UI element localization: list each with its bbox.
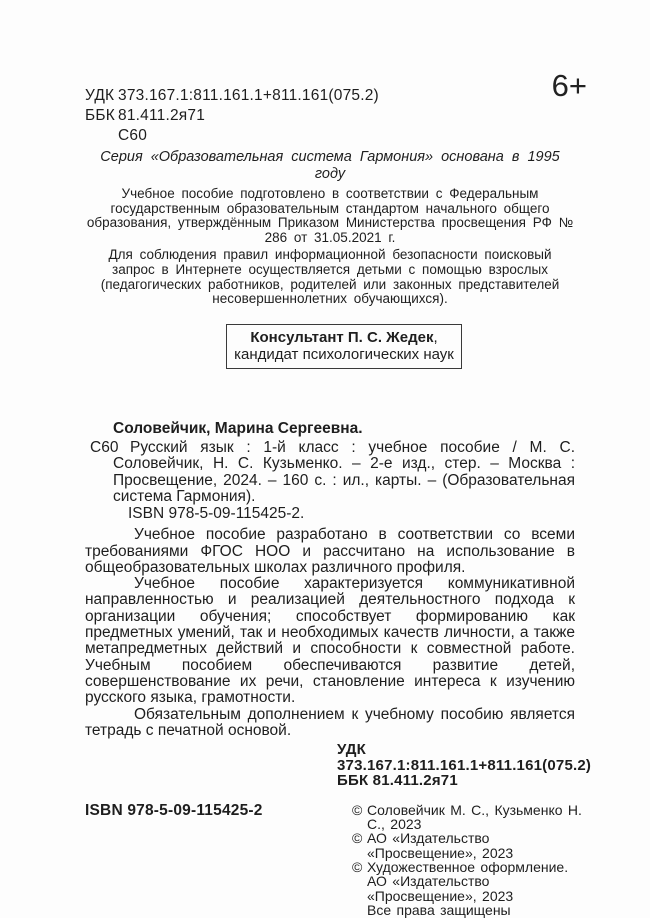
catalog-description: Русский язык : 1-й класс : учебное пособие / М. С. Соловейчик, Н. С. Кузьменко. – 2-е изд., стер. – Москва : Просвещение, 2024. – 160 с. : ил., карты. – (Образовательная система Гармония). [113, 438, 575, 506]
copyright-text: Все права защищены [367, 901, 511, 918]
copyright-list [352, 803, 588, 917]
catalog-entry [90, 438, 575, 523]
catalog-isbn: ISBN 978-5-09-115425-2. [128, 504, 305, 522]
copyright-symbol: © [352, 830, 363, 847]
consultant-name: Консультант П. С. Жедек [250, 328, 434, 346]
copyright-symbol [352, 903, 367, 917]
copyright-text: АО «Издательство «Просвещение», 2023 [367, 873, 514, 904]
annotation-paragraph: Учебное пособие характеризуется коммуникативной направленностью и реализацией деятельностного подхода к организации обучения; способствует формированию как предметных умений, так и необходимых качеств личности, а также метапредметных действий и способности к совместной работе. Учебным пособием обеспечиваются развитие детей, совершенствование их речи, становление интереса к изучению русского языка, грамотности. [85, 575, 575, 707]
copyright-row [352, 903, 588, 917]
consultant-name-line [227, 329, 461, 347]
author-sign-code: С60 [118, 127, 148, 144]
consultant-degree: кандидат психологических наук [234, 346, 454, 364]
bbk-code-line [85, 106, 575, 126]
udk-label: УДК [85, 87, 115, 104]
bbk-value: 81.411.2я71 [118, 107, 206, 124]
copyright-symbol: © [352, 801, 363, 818]
safety-note: Для соблюдения правил информационной безопасности поисковый запрос в Интернете осуществляется детьми с помощью взрослых (педагогических работников, родителей или законных представителей несовершеннолетних обучающихся). [100, 247, 560, 307]
copyright-symbol [352, 874, 367, 903]
bottom-udk: УДК 373.167.1:811.161.1+811.161(075.2) [337, 741, 592, 774]
copyright-symbol: © [352, 859, 363, 876]
imprint-bottom-row [85, 801, 582, 918]
consultant-comma: , [433, 328, 438, 346]
copyright-row [352, 803, 588, 832]
bottom-bbk: ББК 81.411.2я71 [337, 772, 458, 790]
copyright-text: АО «Издательство «Просвещение», 2023 [367, 830, 514, 861]
copyright-row [352, 874, 588, 903]
copyright-row [352, 831, 588, 860]
classification-codes [85, 86, 575, 146]
copyright-text: Художественное оформление. [367, 859, 569, 876]
bbk-label: ББК [85, 107, 115, 124]
udk-code-line [85, 86, 575, 106]
bottom-classification-codes [337, 741, 592, 790]
age-rating-badge: 6+ [551, 68, 587, 103]
annotation-paragraph: Обязательным дополнением к учебному пособию является тетрадь с печатной основой. [85, 705, 575, 739]
udk-value: 373.167.1:811.161.1+811.161(075.2) [118, 87, 379, 104]
series-line: Серия «Образовательная система Гармония» основана в 1995 году [100, 149, 560, 182]
author-heading: Соловейчик, Марина Сергеевна. [113, 419, 363, 437]
consultant-box [226, 324, 462, 369]
copyright-text: Соловейчик М. С., Кузьменко Н. С., 2023 [367, 801, 582, 833]
copyright-row [352, 860, 588, 874]
fgos-note: Учебное пособие подготовлено в соответствии с Федеральным государственным образовательным стандартом начального общего образования, утверждённым Приказом Министерства просвещения РФ № 286 от 31.05.2021 г. [86, 186, 574, 245]
isbn-bottom: ISBN 978-5-09-115425-2 [85, 801, 263, 819]
catalog-code: С60 [90, 438, 119, 456]
annotation-paragraph: Учебное пособие разработано в соответствии со всеми требованиями ФГОС НОО и рассчитано на использование в общеобразовательных школах различного профиля. [85, 526, 575, 576]
